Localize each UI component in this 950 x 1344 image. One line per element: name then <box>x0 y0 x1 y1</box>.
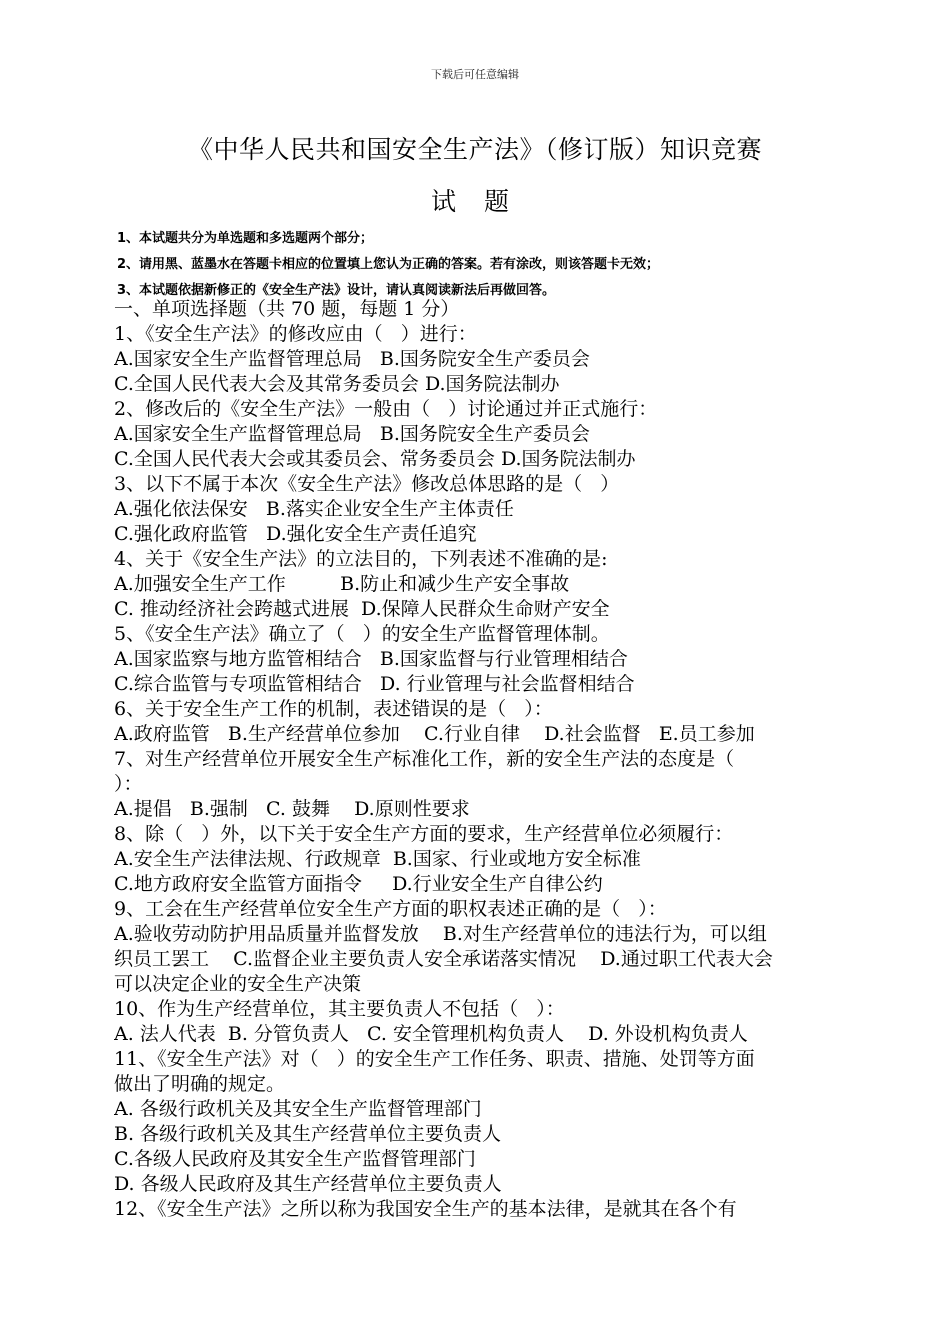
instructions <box>117 226 917 304</box>
document-subtitle: 试 题 <box>431 187 519 216</box>
option-line: C.强化政府监管 D.强化安全生产责任追究 <box>114 523 477 545</box>
option-line: C.全国人民代表大会及其常务委员会 D.国务院法制办 <box>114 373 560 395</box>
question-line: 3、以下不属于本次《安全生产法》修改总体思路的是（ ） <box>114 473 620 495</box>
option-line: 织员工罢工 C.监督企业主要负责人安全承诺落实情况 D.通过职工代表大会 <box>114 948 773 970</box>
option-line: A.强化依法保安 B.落实企业安全生产主体责任 <box>114 498 514 520</box>
option-line: C.全国人民代表大会或其委员会、常务委员会 D.国务院法制办 <box>114 448 636 470</box>
option-line: A.国家监察与地方监管相结合 B.国家监督与行业管理相结合 <box>114 648 628 670</box>
option-line: A.验收劳动防护用品质量并监督发放 B.对生产经营单位的违法行为，可以组 <box>114 923 767 945</box>
option-line: A. 各级行政机关及其安全生产监督管理部门 <box>114 1098 482 1120</box>
section-heading: 一、单项选择题（共 70 题，每题 1 分） <box>114 298 460 320</box>
question-line: 1、《安全生产法》的修改应由（ ）进行： <box>114 323 477 345</box>
option-line: A.安全生产法律法规、行政规章 B.国家、行业或地方安全标准 <box>114 848 641 870</box>
option-line: A.政府监管 B.生产经营单位参加 C.行业自律 D.社会监督 E.员工参加 <box>114 723 755 745</box>
instruction-item: 3、本试题依据新修正的《安全生产法》设计，请认真阅读新法后再做回答。 <box>117 283 556 298</box>
question-line: 做出了明确的规定。 <box>114 1073 286 1095</box>
question-line: ）： <box>114 773 143 795</box>
option-line: D. 各级人民政府及其生产经营单位主要负责人 <box>114 1173 502 1195</box>
question-line: 10、作为生产经营单位，其主要负责人不包括（ ）： <box>114 998 565 1020</box>
option-line: C. 推动经济社会跨越式进展 D.保障人民群众生命财产安全 <box>114 598 610 620</box>
option-line: A. 法人代表 B. 分管负责人 C. 安全管理机构负责人 D. 外设机构负责人 <box>114 1023 748 1045</box>
option-line: C.综合监管与专项监管相结合 D. 行业管理与社会监督相结合 <box>114 673 635 695</box>
option-line: A.国家安全生产监督管理总局 B.国务院安全生产委员会 <box>114 423 590 445</box>
question-line: 4、关于《安全生产法》的立法目的，下列表述不准确的是: <box>114 548 608 570</box>
question-line: 6、关于安全生产工作的机制，表述错误的是（ ）： <box>114 698 553 720</box>
question-line: 9、工会在生产经营单位安全生产方面的职权表述正确的是（ ）： <box>114 898 667 920</box>
question-line: 11、《安全生产法》对（ ）的安全生产工作任务、职责、措施、处罚等方面 <box>114 1048 755 1070</box>
question-line: 2、修改后的《安全生产法》一般由（ ）讨论通过并正式施行： <box>114 398 658 420</box>
question-line: 5、《安全生产法》确立了（ ）的安全生产监督管理体制。 <box>114 623 610 645</box>
question-body <box>114 297 874 1222</box>
option-line: B. 各级行政机关及其生产经营单位主要负责人 <box>114 1123 502 1145</box>
header-note: 下载后可任意编辑 <box>431 68 519 81</box>
question-line: 7、对生产经营单位开展安全生产标准化工作，新的安全生产法的态度是（ <box>114 748 735 770</box>
option-line: A.提倡 B.强制 C. 鼓舞 D.原则性要求 <box>114 798 470 820</box>
option-line: C.地方政府安全监管方面指令 D.行业安全生产自律公约 <box>114 873 603 895</box>
option-line: A.国家安全生产监督管理总局 B.国务院安全生产委员会 <box>114 348 590 370</box>
option-line: A.加强安全生产工作 B.防止和减少生产安全事故 <box>114 573 570 595</box>
option-line: 可以决定企业的安全生产决策 <box>114 973 362 995</box>
question-line: 8、除（ ）外，以下关于安全生产方面的要求，生产经营单位必须履行： <box>114 823 734 845</box>
instruction-item: 1、本试题共分为单选题和多选题两个部分； <box>117 231 374 246</box>
instruction-item: 2、请用黑、蓝墨水在答题卡相应的位置填上您认为正确的答案。若有涂改，则该答题卡无效； <box>117 257 660 272</box>
question-line: 12、《安全生产法》之所以称为我国安全生产的基本法律，是就其在各个有 <box>114 1198 737 1220</box>
option-line: C.各级人民政府及其安全生产监督管理部门 <box>114 1148 476 1170</box>
document-title: 《中华人民共和国安全生产法》（修订版）知识竞赛 <box>187 135 762 164</box>
